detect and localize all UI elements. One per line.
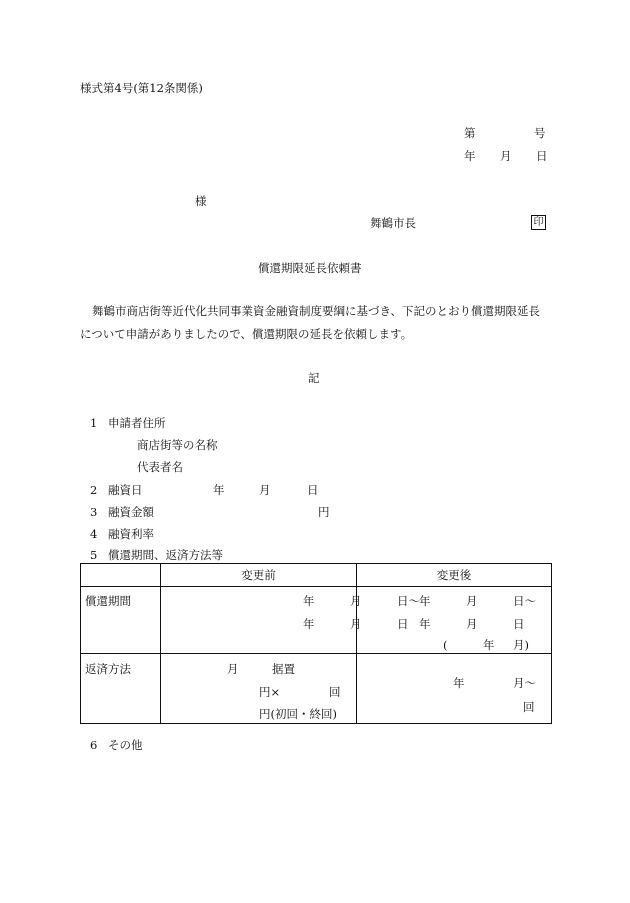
- item-2-label: 融資日: [108, 483, 143, 497]
- item-2-number: 2: [90, 483, 98, 497]
- after-end-month: 月: [466, 617, 478, 631]
- repayment-table: [80, 563, 552, 724]
- after-end-year: 年: [419, 617, 431, 631]
- body-text-line-1: 舞鶴市商店街等近代化共同事業資金融資制度要綱に基づき、下記のとおり償還期限延長: [92, 304, 541, 318]
- table-header-before: 変更前: [161, 564, 357, 587]
- before-end-year: 年: [303, 617, 315, 631]
- item-1-representative-label: 代表者名: [137, 460, 183, 474]
- item-1-store-name-label: 商店街等の名称: [137, 438, 218, 452]
- item-6-number: 6: [90, 738, 98, 752]
- body-text-line-2: について申請がありましたので、償還期限の延長を依頼します。: [80, 327, 413, 341]
- before-end-month: 月: [350, 617, 362, 631]
- ki-heading: 記: [308, 371, 320, 385]
- after-start-year: 年: [419, 594, 431, 608]
- row-repayment-method-after: [357, 654, 552, 724]
- after-method-year: 年: [453, 676, 465, 690]
- date-year-label: 年: [464, 149, 476, 163]
- before-installment-count: 回: [329, 685, 341, 699]
- after-duration-open-paren: (: [443, 638, 448, 652]
- form-number: 様式第4号(第12条関係): [80, 81, 203, 95]
- after-method-month: 月〜: [513, 676, 536, 690]
- after-start-month: 月: [466, 594, 478, 608]
- item-1-label: 申請者住所: [108, 416, 166, 430]
- row-repayment-method-label: 返済方法: [85, 662, 131, 676]
- item-4-number: 4: [90, 527, 98, 541]
- before-start-month: 月: [350, 594, 362, 608]
- after-start-day: 日〜: [513, 594, 536, 608]
- row-repayment-method-label-cell: [81, 654, 161, 724]
- date-month-label: 月: [500, 149, 512, 163]
- after-duration-month: 月): [513, 638, 529, 652]
- before-start-year: 年: [303, 594, 315, 608]
- item-2-year: 年: [213, 483, 225, 497]
- after-method-count: 回: [523, 700, 535, 714]
- before-grace-label: 据置: [272, 662, 295, 676]
- row-repayment-method-before: [161, 654, 357, 724]
- before-first-last-yen: 円(初回・終回): [259, 707, 337, 721]
- item-6-label: その他: [108, 738, 143, 752]
- seal-mark: 印: [531, 215, 546, 230]
- row-repayment-period-label: 償還期間: [85, 594, 131, 608]
- row-repayment-period-before: [161, 587, 420, 654]
- addressee-suffix: 様: [195, 194, 207, 208]
- document-number-prefix: 第: [464, 126, 476, 140]
- before-end-day: 日: [397, 617, 409, 631]
- after-end-day: 日: [513, 617, 525, 631]
- table-header-empty: [81, 564, 161, 587]
- after-duration-year: 年: [483, 638, 495, 652]
- row-repayment-period-after: [357, 587, 552, 654]
- item-5-label: 償還期間、返済方法等: [108, 548, 223, 562]
- document-title: 償還期限延長依頼書: [258, 261, 362, 275]
- document-number-suffix: 号: [534, 126, 546, 140]
- item-1-number: 1: [90, 416, 98, 430]
- item-3-yen: 円: [318, 505, 330, 519]
- issuer-name: 舞鶴市長: [370, 216, 416, 230]
- before-grace-month: 月: [227, 662, 239, 676]
- item-2-day: 日: [307, 483, 319, 497]
- table-header-after: 変更後: [357, 564, 552, 587]
- item-5-number: 5: [90, 548, 98, 562]
- before-installment-yen: 円×: [259, 685, 281, 699]
- date-day-label: 日: [536, 149, 548, 163]
- row-repayment-period-label-cell: [81, 587, 161, 654]
- item-2-month: 月: [259, 483, 271, 497]
- item-3-label: 融資金額: [108, 505, 154, 519]
- item-4-label: 融資利率: [108, 527, 154, 541]
- item-3-number: 3: [90, 505, 98, 519]
- before-start-day: 日〜: [397, 594, 420, 608]
